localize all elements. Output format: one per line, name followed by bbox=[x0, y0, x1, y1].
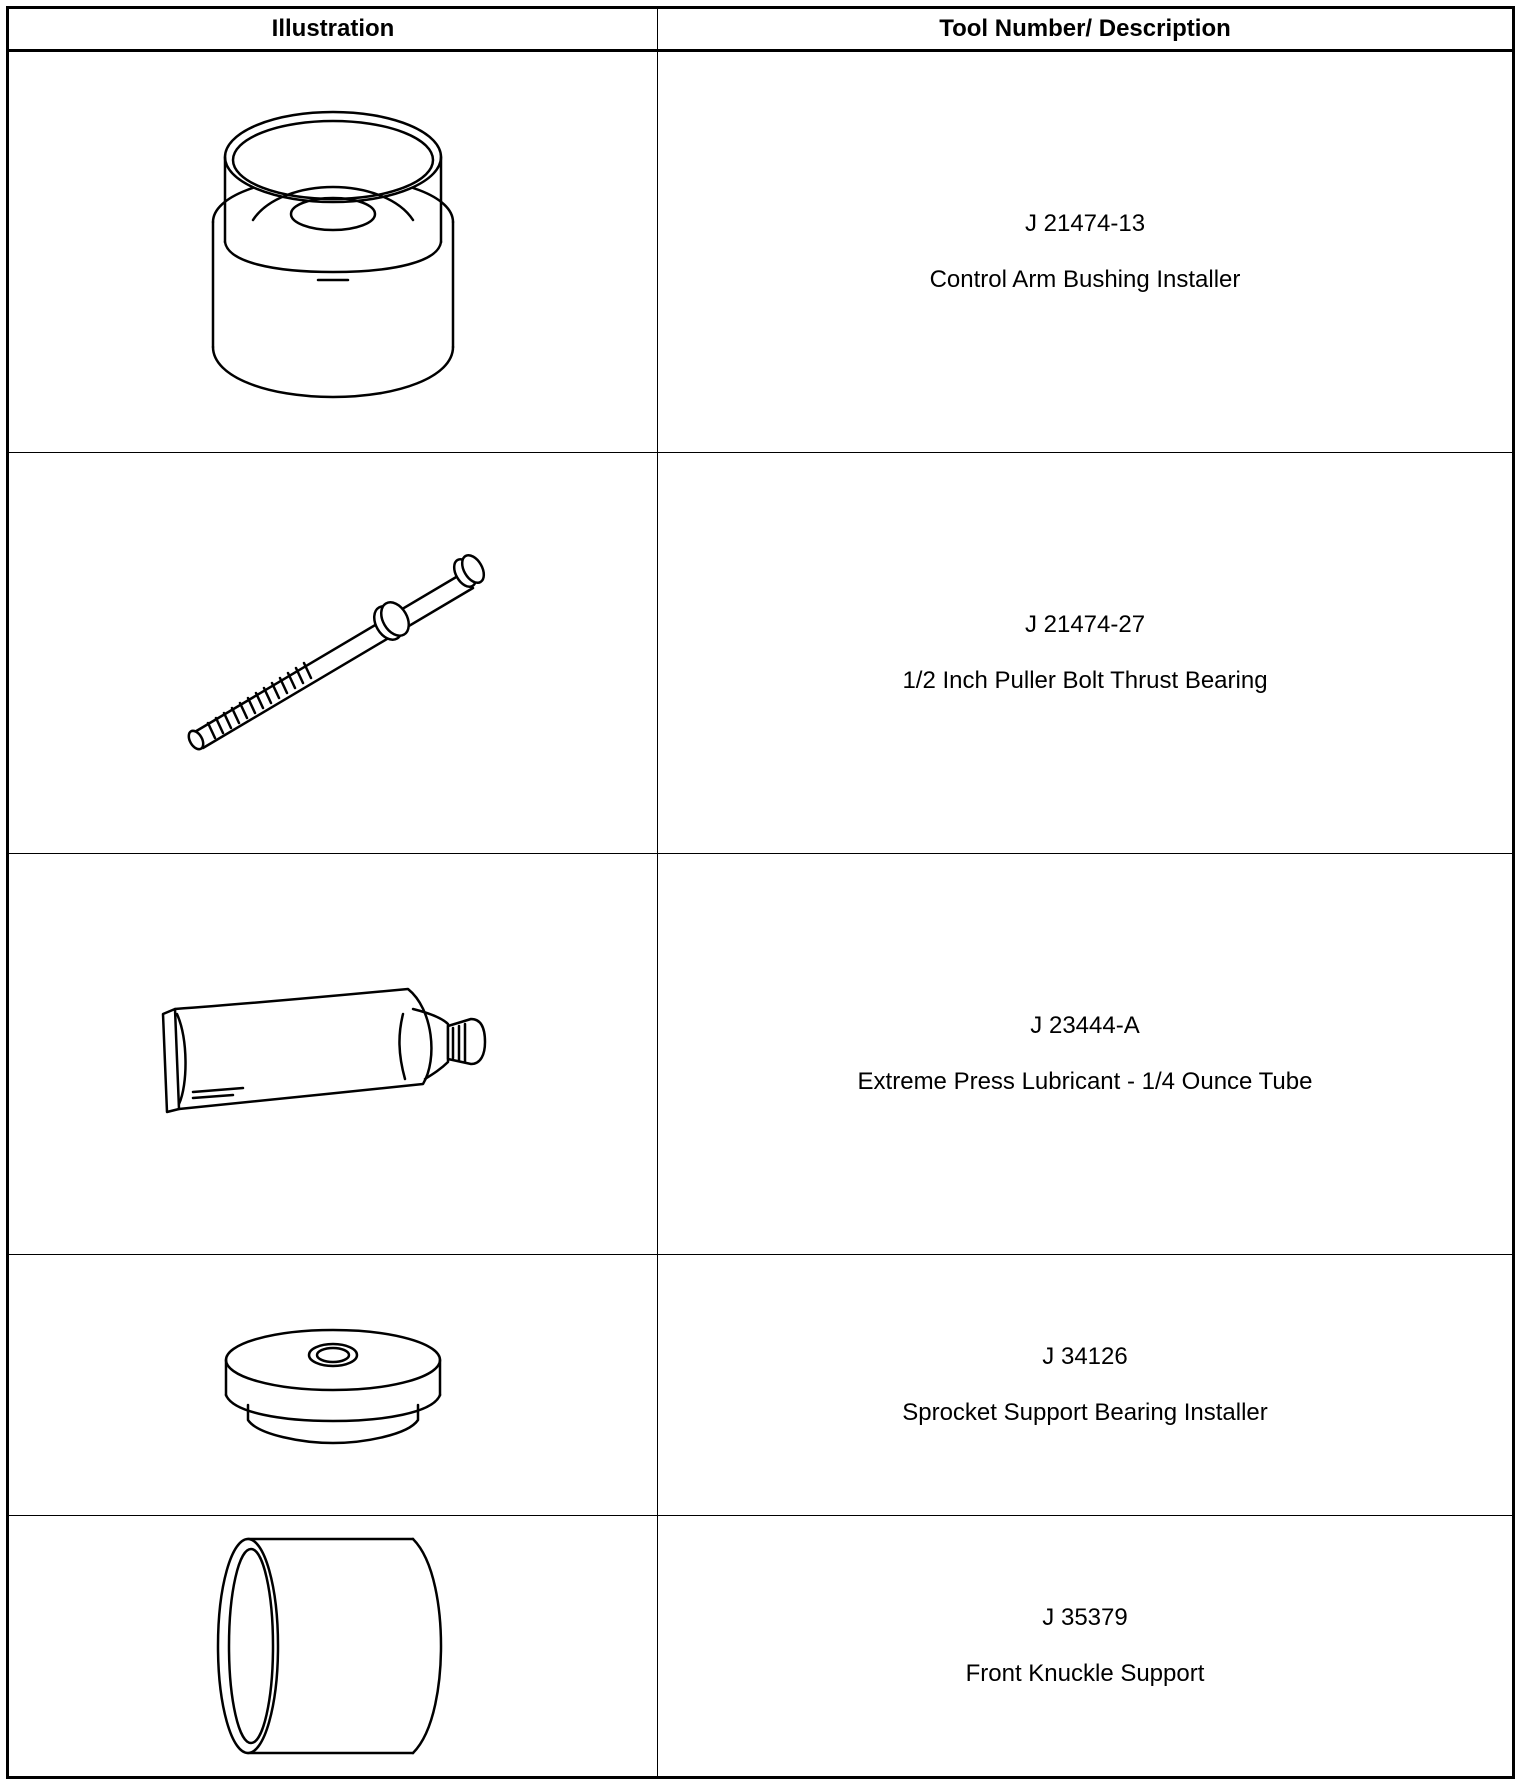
tool-number: J 21474-13 bbox=[1024, 210, 1146, 237]
tool-number: J 21474-27 bbox=[1024, 611, 1146, 638]
illustration-cell bbox=[8, 1255, 658, 1516]
illustration-cell bbox=[8, 1516, 658, 1778]
tool-description: Extreme Press Lubricant - 1/4 Ounce Tube bbox=[857, 1068, 1313, 1095]
tool-description: Sprocket Support Bearing Installer bbox=[902, 1399, 1268, 1426]
special-tools-table bbox=[6, 6, 1515, 1779]
table-row bbox=[8, 854, 1514, 1255]
knuckle-support-icon bbox=[213, 1531, 453, 1761]
table-row bbox=[8, 453, 1514, 854]
table-row bbox=[8, 1255, 1514, 1516]
puller-bolt-icon bbox=[163, 543, 503, 763]
tool-description: 1/2 Inch Puller Bolt Thrust Bearing bbox=[902, 667, 1268, 694]
table-row bbox=[8, 51, 1514, 453]
bearing-installer-icon bbox=[213, 1325, 453, 1445]
illustration-cell bbox=[8, 854, 658, 1255]
description-cell bbox=[658, 854, 1514, 1255]
tool-number: J 34126 bbox=[1042, 1343, 1128, 1370]
tool-description: Control Arm Bushing Installer bbox=[929, 266, 1241, 293]
bushing-installer-icon bbox=[183, 102, 483, 402]
description-cell bbox=[658, 453, 1514, 854]
table-header-row bbox=[8, 8, 1514, 51]
illustration-cell bbox=[8, 453, 658, 854]
lubricant-tube-icon bbox=[153, 984, 513, 1124]
description-cell bbox=[658, 1516, 1514, 1778]
description-cell bbox=[658, 1255, 1514, 1516]
description-column-header: Tool Number/ Description bbox=[658, 8, 1514, 51]
tool-description: Front Knuckle Support bbox=[965, 1660, 1205, 1687]
description-cell bbox=[658, 51, 1514, 453]
illustration-cell bbox=[8, 51, 658, 453]
tool-number: J 23444-A bbox=[1030, 1012, 1140, 1039]
table-row bbox=[8, 1516, 1514, 1778]
illustration-column-header: Illustration bbox=[8, 8, 658, 51]
tool-number: J 35379 bbox=[1042, 1604, 1128, 1631]
